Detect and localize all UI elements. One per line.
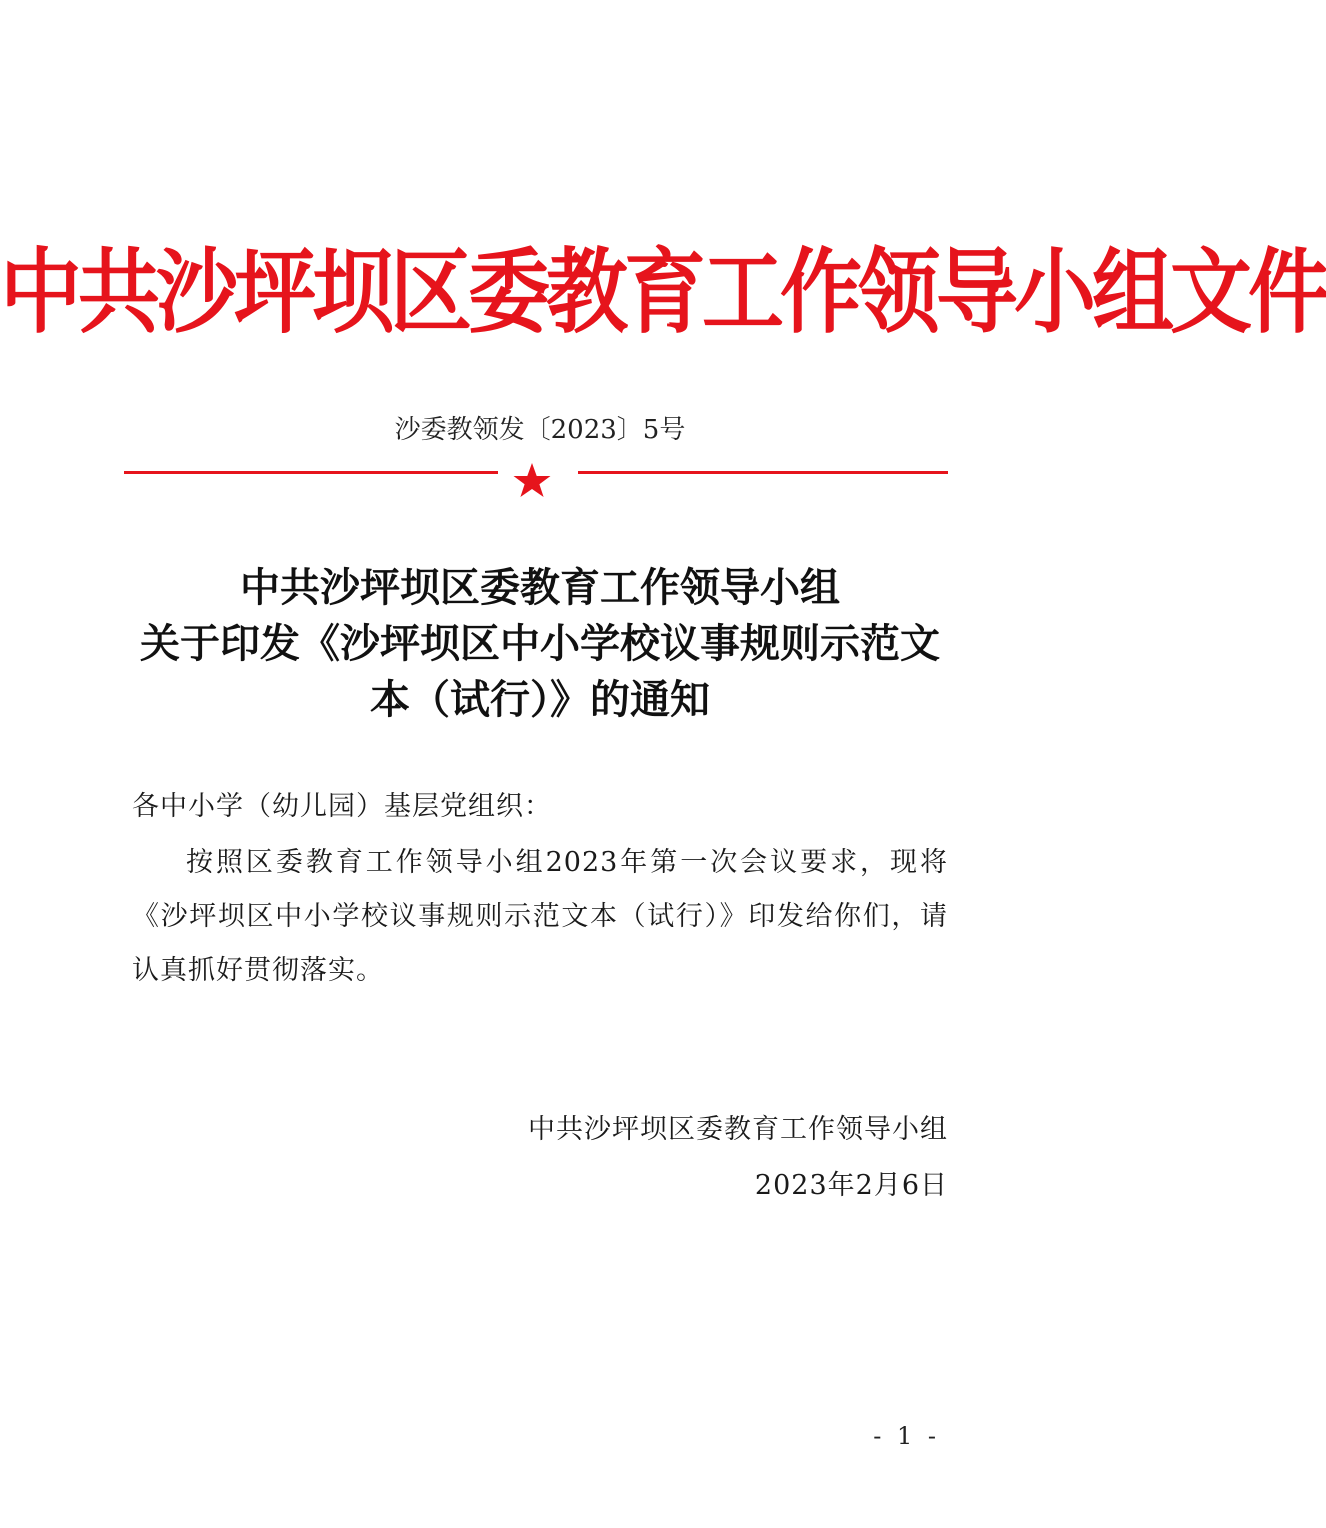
page-number: - 1 - xyxy=(873,1422,940,1450)
title-line-2: 关于印发《沙坪坝区中小学校议事规则示范文 xyxy=(140,620,940,667)
star-icon xyxy=(512,462,552,498)
divider-line-right xyxy=(578,471,948,474)
document-title xyxy=(100,560,980,728)
signature-organization: 中共沙坪坝区委教育工作领导小组 xyxy=(528,1114,948,1145)
title-line-3: 本（试行）》的通知 xyxy=(370,676,710,723)
divider-line-left xyxy=(124,471,498,474)
document-number: 沙委教领发〔2023〕5号 xyxy=(394,415,686,445)
salutation: 各中小学（幼儿园）基层党组织： xyxy=(132,791,552,822)
red-header-title: 中共沙坪坝区委教育工作领导小组文件 xyxy=(0,240,1326,347)
signature-date: 2023年2月6日 xyxy=(754,1170,948,1201)
red-divider xyxy=(124,462,948,498)
body-paragraph: 按照区委教育工作领导小组2023年第一次会议要求，现将《沙坪坝区中小学校议事规则示范文本（试行）》印发给你们，请认真抓好贯彻落实。 xyxy=(132,847,948,986)
title-line-1: 中共沙坪坝区委教育工作领导小组 xyxy=(240,564,840,611)
